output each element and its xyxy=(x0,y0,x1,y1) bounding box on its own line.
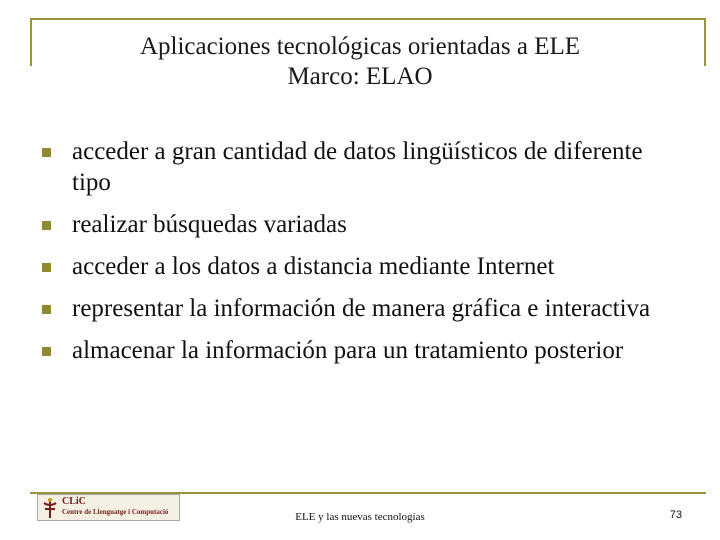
bullet-item xyxy=(42,209,682,240)
logo-title: CLiC xyxy=(62,496,86,507)
bullet-item xyxy=(42,136,682,198)
bullet-text: representar la información de manera gráfica e interactiva xyxy=(72,295,651,322)
bullet-text: acceder a gran cantidad de datos lingüísticos de diferente tipo xyxy=(72,138,643,196)
bullet-text: acceder a los datos a distancia mediante Internet xyxy=(72,253,555,280)
square-bullet-icon xyxy=(42,263,51,272)
square-bullet-icon xyxy=(42,347,51,356)
bullet-text: almacenar la información para un tratamiento posterior xyxy=(72,337,624,364)
clic-logo xyxy=(37,494,180,521)
square-bullet-icon xyxy=(42,221,51,230)
square-bullet-icon xyxy=(42,148,51,157)
title-frame-right-line xyxy=(704,18,706,66)
bullet-text: realizar búsquedas variadas xyxy=(72,211,347,238)
logo-subtitle: Centre de Llenguatge i Computació xyxy=(62,508,169,516)
bullet-list xyxy=(42,136,682,377)
slide-title xyxy=(40,32,680,92)
page-number: 73 xyxy=(669,509,682,521)
bullet-item xyxy=(42,251,682,282)
slide-title-line-2: Marco: ELAO xyxy=(287,63,433,90)
title-frame-top-line xyxy=(30,18,706,20)
title-frame-left-line xyxy=(30,18,32,66)
footer-text: ELE y las nuevas tecnologías xyxy=(295,511,425,523)
clic-emblem-icon xyxy=(41,497,59,519)
square-bullet-icon xyxy=(42,305,51,314)
slide-title-line-1: Aplicaciones tecnológicas orientadas a ELE xyxy=(139,33,581,60)
bullet-item xyxy=(42,293,682,324)
bullet-item xyxy=(42,335,682,366)
